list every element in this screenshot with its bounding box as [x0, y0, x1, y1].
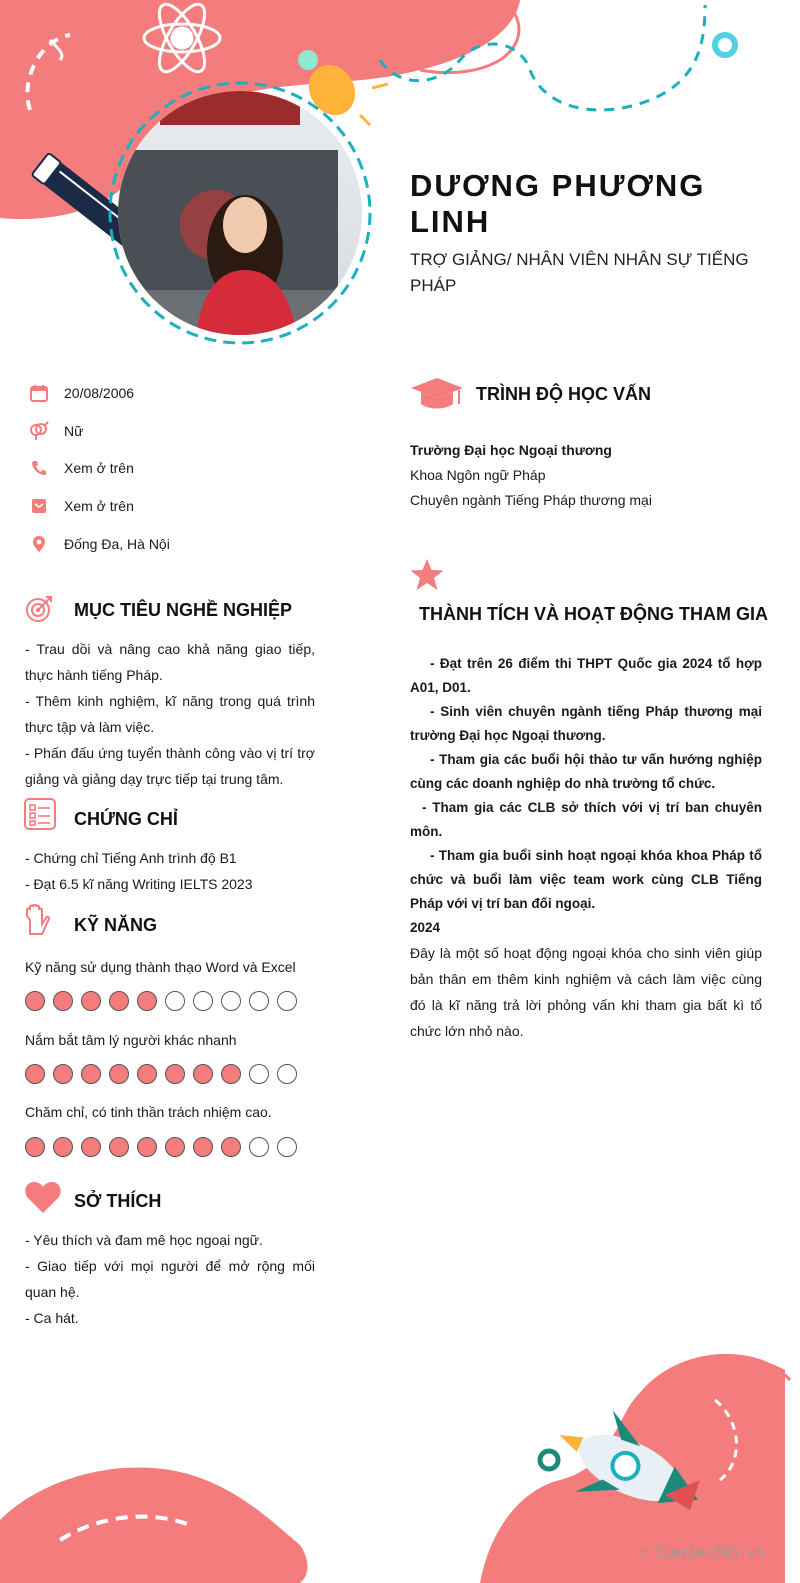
rating-dot-filled [53, 1064, 73, 1084]
rating-dot-empty [249, 1137, 269, 1157]
rating-dot-filled [25, 1137, 45, 1157]
skill-rating [25, 1064, 297, 1084]
certificate-line: - Đạt 6.5 kĩ năng Writing IELTS 2023 [25, 876, 253, 892]
objective-line: - Trau dồi và nâng cao khả năng giao tiếp, thực hành tiếng Pháp. [25, 641, 315, 683]
faculty: Khoa Ngôn ngữ Pháp [410, 467, 546, 483]
achievement-item: - Đạt trên 26 điểm thi THPT Quốc gia 2024 tổ hợp A01, D01. [410, 656, 762, 695]
achievements-description: Đây là một số hoạt động ngoại khóa cho sinh viên giúp bản thân em thêm kinh nghiệm và cách làm việc cùng đó là kĩ năng trả lời phỏng vấn khi tham gia bất kì tổ chức lớn nhỏ nào. [410, 945, 762, 1039]
checklist-icon [24, 798, 56, 835]
gender-value: Nữ [64, 423, 84, 439]
education-title: TRÌNH ĐỘ HỌC VẤN [476, 384, 651, 404]
objective-text [25, 636, 315, 792]
bottom-left-blob [0, 1467, 308, 1583]
job-title: TRỢ GIẢNG/ NHÂN VIÊN NHÂN SỰ TIẾNG PHÁP [410, 250, 749, 295]
hobby-line: - Giao tiếp với mọi người để mở rộng mối quan hệ. [25, 1258, 315, 1300]
achievements-list [410, 652, 762, 940]
rating-dot-filled [109, 991, 129, 1011]
rating-dot-filled [137, 1064, 157, 1084]
hobbies-text [25, 1227, 315, 1331]
location-icon [28, 533, 50, 555]
achievement-item: - Tham gia buổi sinh hoạt ngoại khóa khoa Pháp tổ chức và buổi làm việc team work cùng CLB Tiếng Pháp với vị trí ban đối ngoại. [410, 848, 762, 911]
heart-icon [24, 1180, 62, 1219]
rating-dot-empty [193, 991, 213, 1011]
rating-dot-filled [137, 991, 157, 1011]
rating-dot-filled [137, 1137, 157, 1157]
address-value: Đống Đa, Hà Nội [64, 536, 170, 552]
objective-line: - Thêm kinh nghiệm, kĩ năng trong quá trình thực tập và làm việc. [25, 693, 315, 735]
rating-dot-filled [221, 1064, 241, 1084]
objective-title: MỤC TIÊU NGHỀ NGHIỆP [74, 600, 293, 620]
rating-dot-filled [81, 1064, 101, 1084]
achievement-item: - Sinh viên chuyên ngành tiếng Pháp thương mại trường Đại học Ngoại thương. [410, 704, 762, 743]
rating-dot-empty [249, 1064, 269, 1084]
rating-dot-filled [165, 1137, 185, 1157]
graduation-cap-icon [409, 376, 465, 417]
gender-icon [28, 420, 50, 442]
dob-value: 20/08/2006 [64, 385, 135, 401]
achievement-year: 2024 [410, 920, 441, 935]
achievements-title: THÀNH TÍCH VÀ HOẠT ĐỘNG THAM GIA [419, 604, 768, 624]
skill-label: Nắm bắt tâm lý người khác nhanh [25, 1032, 237, 1048]
ring-dot [715, 35, 735, 55]
skill-label: Kỹ năng sử dụng thành thạo Word và Excel [25, 959, 296, 975]
rating-dot-filled [193, 1064, 213, 1084]
calendar-icon [28, 382, 50, 404]
star-icon [409, 558, 445, 597]
email-value: Xem ở trên [64, 498, 134, 514]
rating-dot-filled [165, 1064, 185, 1084]
target-icon [24, 594, 54, 629]
contact-gender [28, 419, 348, 443]
rating-dot-filled [109, 1137, 129, 1157]
rating-dot-filled [109, 1064, 129, 1084]
rating-dot-empty [277, 1064, 297, 1084]
hand-icon [24, 904, 50, 941]
rating-dot-filled [193, 1137, 213, 1157]
skill-rating [25, 1137, 297, 1157]
hobby-line: - Yêu thích và đam mê học ngoại ngữ. [25, 1232, 263, 1248]
rating-dot-empty [277, 991, 297, 1011]
phone-icon [28, 457, 50, 479]
hobby-line: - Ca hát. [25, 1310, 79, 1326]
major: Chuyên ngành Tiếng Pháp thương mại [410, 492, 652, 508]
certificates-title: CHỨNG CHỈ [74, 809, 178, 829]
skill-label: Chăm chỉ, có tinh thần trách nhiệm cao. [25, 1104, 272, 1120]
objective-line: - Phấn đấu ứng tuyển thành công vào vị trí trợ giảng và giảng dạy trực tiếp tại trung tâm. [25, 745, 315, 787]
contact-dob [28, 381, 348, 405]
rating-dot-filled [81, 991, 101, 1011]
rating-dot-filled [25, 1064, 45, 1084]
rating-dot-empty [221, 991, 241, 1011]
certificate-line: - Chứng chỉ Tiếng Anh trình độ B1 [25, 850, 237, 866]
certificates-text [25, 845, 325, 897]
skill-rating [25, 991, 297, 1011]
phone-value: Xem ở trên [64, 460, 134, 476]
hobbies-title: SỞ THÍCH [74, 1191, 162, 1211]
contact-phone [28, 456, 348, 480]
rating-dot-filled [221, 1137, 241, 1157]
rating-dot-empty [277, 1137, 297, 1157]
achievement-item: - Tham gia các buổi hội thảo tư vấn hướng nghiệp cùng các doanh nghiệp do nhà trường tổ chức. [410, 752, 762, 791]
rating-dot-filled [25, 991, 45, 1011]
skills-title: KỸ NĂNG [74, 915, 158, 935]
achievement-item: - Tham gia các CLB sở thích với vị trí ban chuyên môn. [410, 800, 762, 839]
email-icon [28, 495, 50, 517]
rating-dot-filled [53, 1137, 73, 1157]
rating-dot-filled [53, 991, 73, 1011]
rating-dot-filled [81, 1137, 101, 1157]
rating-dot-empty [165, 991, 185, 1011]
contact-address [28, 532, 348, 556]
rating-dot-empty [249, 991, 269, 1011]
candidate-name: DƯƠNG PHƯƠNG LINH [410, 168, 706, 239]
watermark: ∴ Timviec365.vn [637, 1545, 764, 1561]
school-name: Trường Đại học Ngoại thương [410, 442, 612, 458]
ring-dot-bottom [540, 1451, 558, 1469]
contact-email [28, 494, 348, 518]
